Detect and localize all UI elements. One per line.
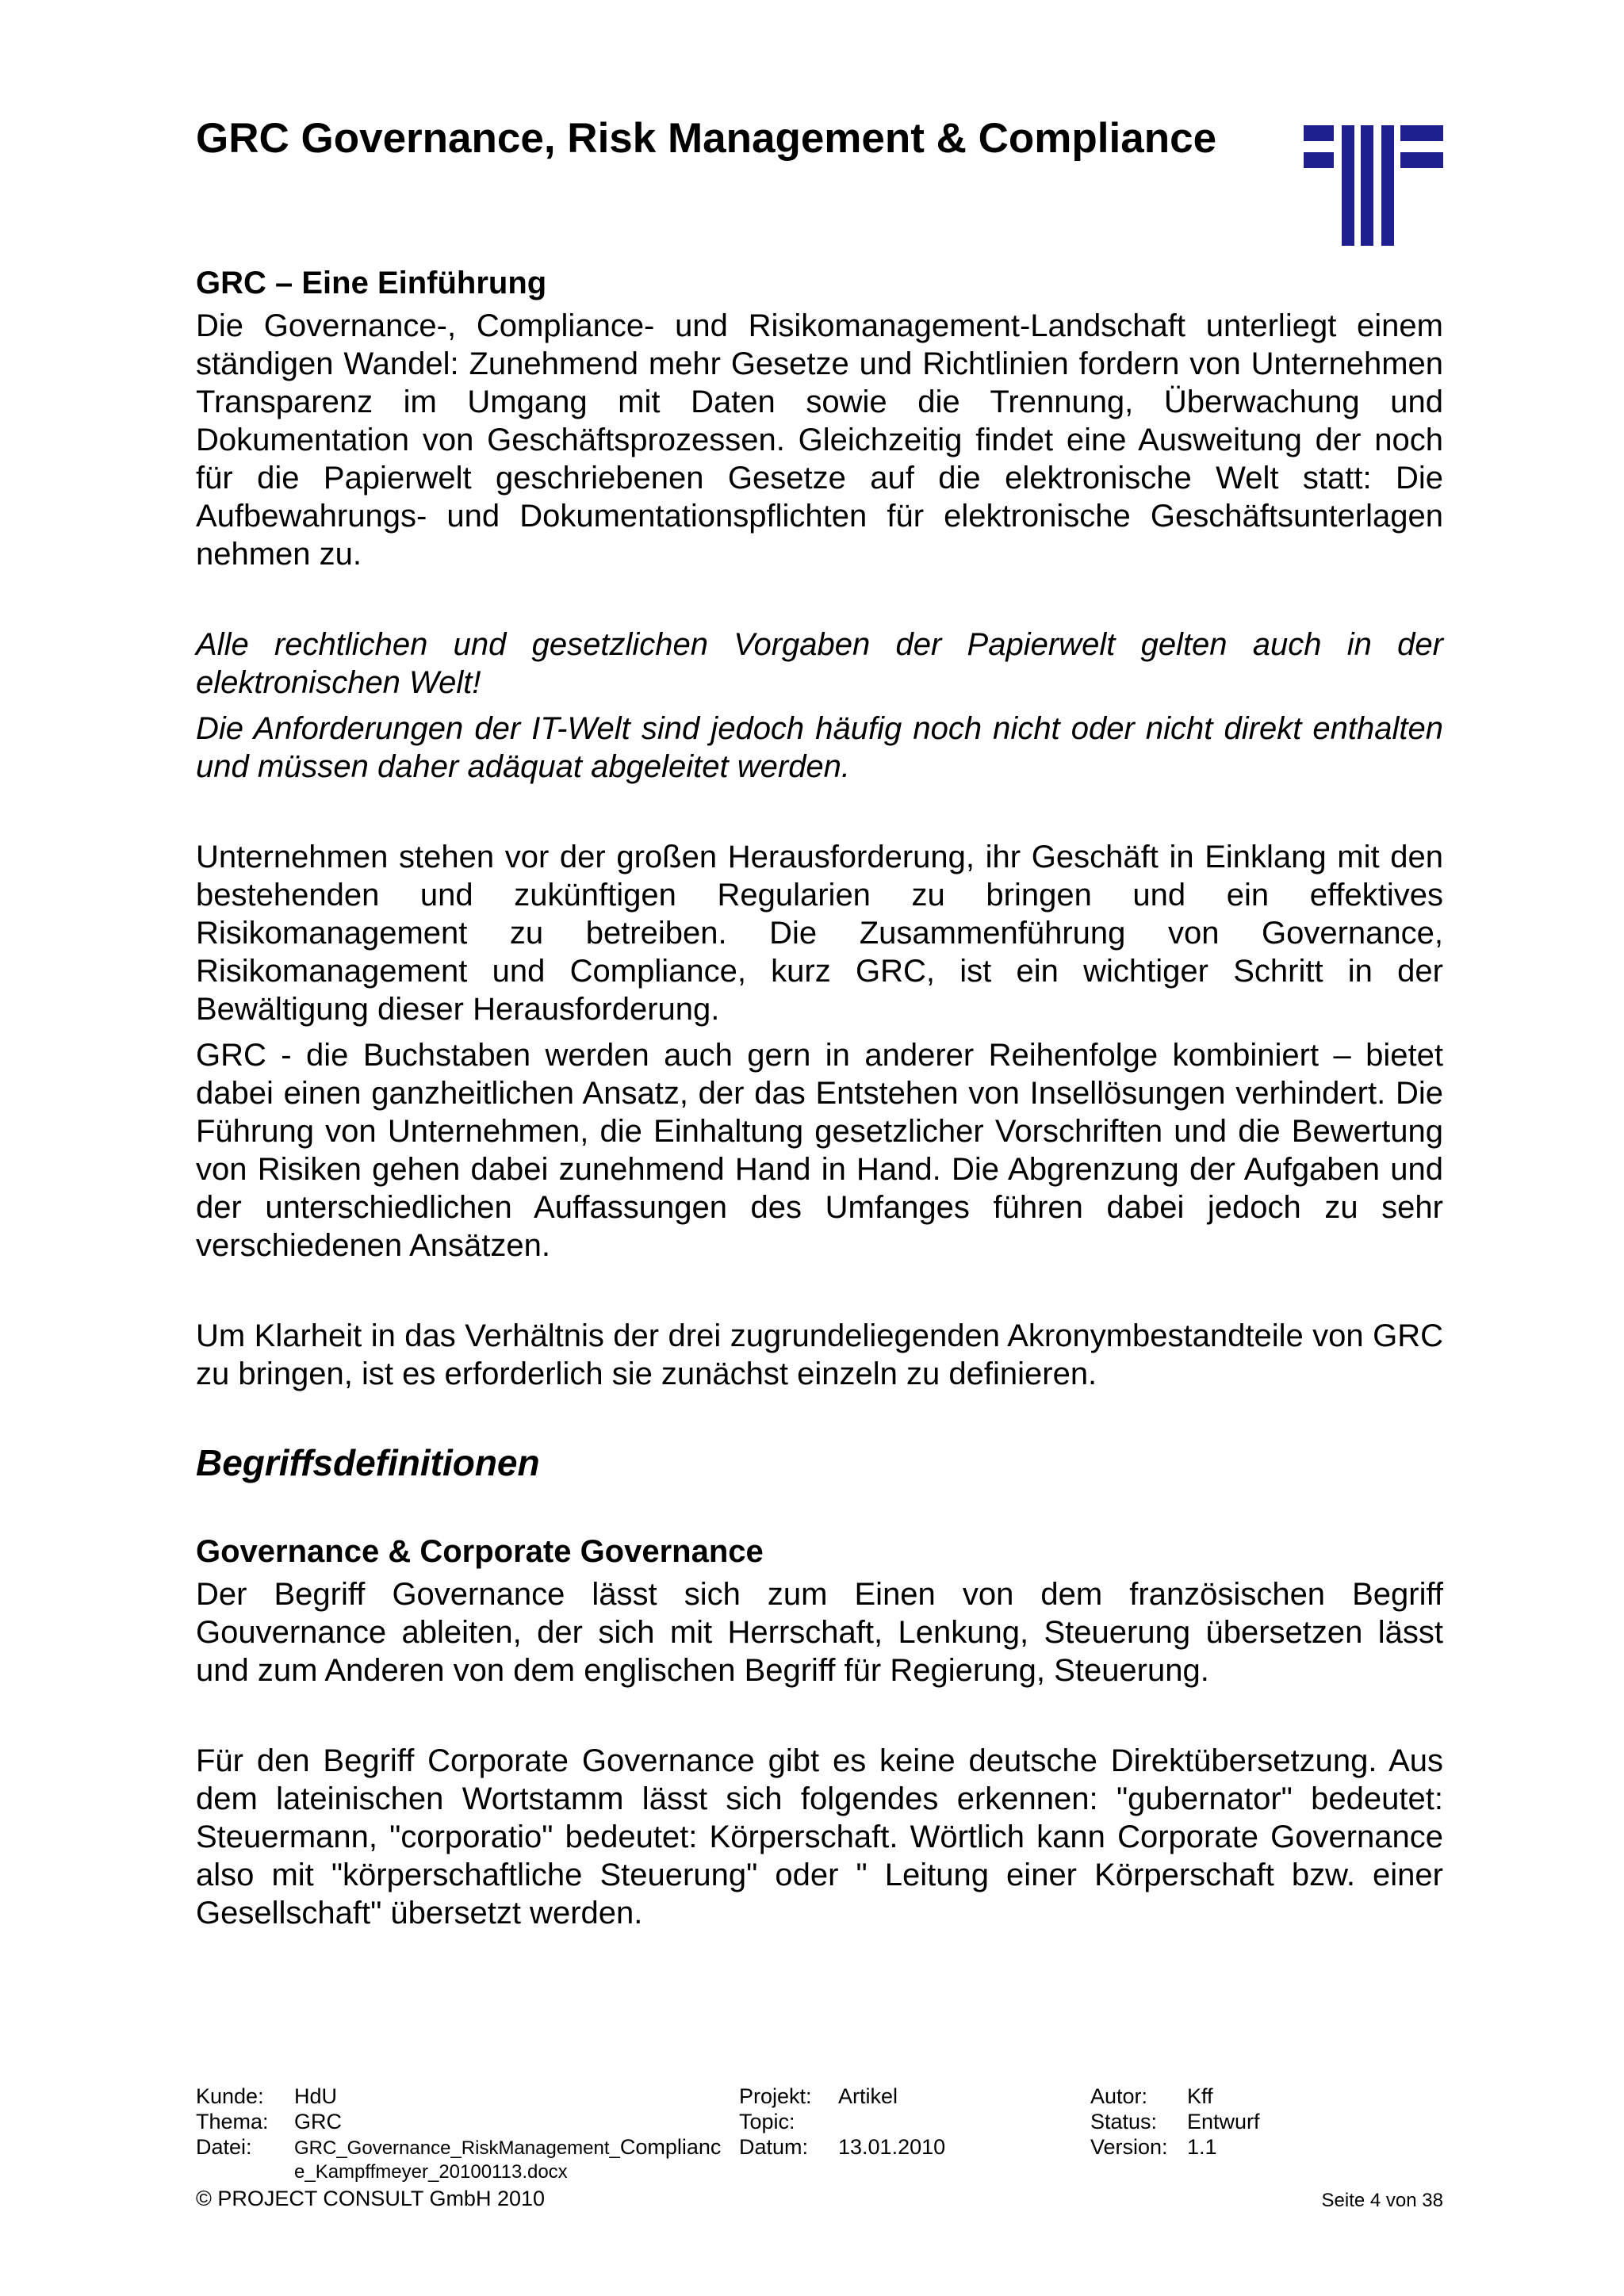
footer-value: Kff: [1187, 2084, 1213, 2108]
page-title: GRC Governance, Risk Management & Compliance: [196, 115, 1217, 162]
footer-value-file: [294, 2134, 721, 2160]
footer-labels-right: [1090, 2084, 1168, 2160]
footer-labels-left: [196, 2084, 269, 2160]
paragraph-intro-4: Um Klarheit in das Verhältnis der drei zugrundeliegenden Akronymbestandteile von GRC zu bringen, ist es erforderlich sie zunächst einzeln zu definieren.: [196, 1318, 1443, 1391]
company-logo-icon: [1304, 125, 1443, 246]
footer-label: Datum:: [739, 2135, 809, 2159]
paragraph-governance-2: Für den Begriff Corporate Governance gibt es keine deutsche Direktübersetzung. Aus dem lateinischen Wortstamm lässt sich folgendes erkennen: "gubernator" bedeutet: Steuermann, "corporatio" bedeutet: Körperschaft. Wörtlich kann Corporate Governance also mit "körperschaftliche Steuerung" oder " Leitung einer Körperschaft bzw. einer Gesellschaft" übersetzt werden.: [196, 1743, 1443, 1931]
footer-label: Status:: [1090, 2110, 1158, 2133]
footer-label: Kunde:: [196, 2084, 264, 2108]
section-heading-definitions: Begriffsdefinitionen: [196, 1442, 540, 1483]
paragraph-intro-3: GRC - die Buchstaben werden auch gern in anderer Reihenfolge kombiniert – bietet dabei einen ganzheitlichen Ansatz, der das Entstehen von Insellösungen verhindert. Die Führung von Unternehmen, die Einhaltung gesetzlicher Vorschriften und die Bewertung von Risiken gehen dabei zunehmend Hand in Hand. Die Abgrenzung der Aufgaben und der unterschiedlichen Auffassungen des Umfanges führen dabei jedoch zu sehr verschiedenen Ansätzen.: [196, 1038, 1443, 1263]
paragraph-italic-1: Alle rechtlichen und gesetzlichen Vorgaben der Papierwelt gelten auch in der elektronischen Welt!: [196, 627, 1443, 700]
footer-value: HdU: [294, 2084, 338, 2108]
footer-values-left: [294, 2084, 721, 2185]
footer-value: 1.1: [1187, 2135, 1217, 2159]
copyright-notice: © PROJECT CONSULT GmbH 2010: [196, 2187, 546, 2210]
footer-label: Version:: [1090, 2135, 1168, 2159]
page-number: Seite 4 von 38: [1321, 2190, 1443, 2211]
subsection-heading-governance: Governance & Corporate Governance: [196, 1534, 764, 1569]
file-name-part: GRC_Governance_RiskManagement_: [294, 2137, 620, 2159]
footer-labels-mid: [739, 2084, 812, 2160]
footer-values-mid: [838, 2084, 945, 2160]
footer-label: Topic:: [739, 2110, 795, 2133]
footer-value: 13.01.2010: [838, 2135, 946, 2159]
file-name-part: e_Kampffmeyer_20100113.docx: [294, 2161, 568, 2183]
footer-value: Artikel: [838, 2084, 898, 2108]
footer-label: Datei:: [196, 2135, 252, 2159]
footer-value: [838, 2109, 945, 2134]
footer-values-right: [1187, 2084, 1260, 2160]
paragraph-intro-2: Unternehmen stehen vor der großen Herausforderung, ihr Geschäft in Einklang mit den bestehenden und zukünftigen Regularien zu bringen und ein effektives Risikomanagement zu betreiben. Die Zusammenführung von Governance, Risikomanagement und Compliance, kurz GRC, ist ein wichtiger Schritt in der Bewältigung dieser Herausforderung.: [196, 840, 1443, 1027]
footer-value: Entwurf: [1187, 2110, 1260, 2133]
file-name-part: Complianc: [619, 2135, 722, 2159]
footer-label: Projekt:: [739, 2084, 812, 2108]
paragraph-italic-2: Die Anforderungen der IT-Welt sind jedoch häufig noch nicht oder nicht direkt enthalten und müssen daher adäquat abgeleitet werden.: [196, 711, 1443, 784]
footer-label: Autor:: [1090, 2084, 1148, 2108]
paragraph-governance-1: Der Begriff Governance lässt sich zum Einen von dem französischen Begriff Gouvernance ableiten, der sich mit Herrschaft, Lenkung, Steuerung übersetzen lässt und zum Anderen von dem englischen Begriff für Regierung, Steuerung.: [196, 1577, 1443, 1688]
section-heading-intro: GRC – Eine Einführung: [196, 266, 547, 300]
paragraph-intro-1: Die Governance-, Compliance- und Risikomanagement-Landschaft unterliegt einem ständigen Wandel: Zunehmend mehr Gesetze und Richtlinien fordern von Unternehmen Transparenz im Umgang mit Daten sowie die Trennung, Überwachung und Dokumentation von Geschäftsprozessen. Gleichzeitig findet eine Ausweitung der noch für die Papierwelt geschriebenen Gesetze auf die elektronische Welt statt: Die Aufbewahrungs- und Dokumentationspflichten für elektronische Geschäftsunterlagen nehmen zu.: [196, 308, 1443, 572]
footer-value: GRC: [294, 2110, 342, 2133]
main-content: [196, 264, 1443, 1932]
footer-label: Thema:: [196, 2110, 269, 2133]
